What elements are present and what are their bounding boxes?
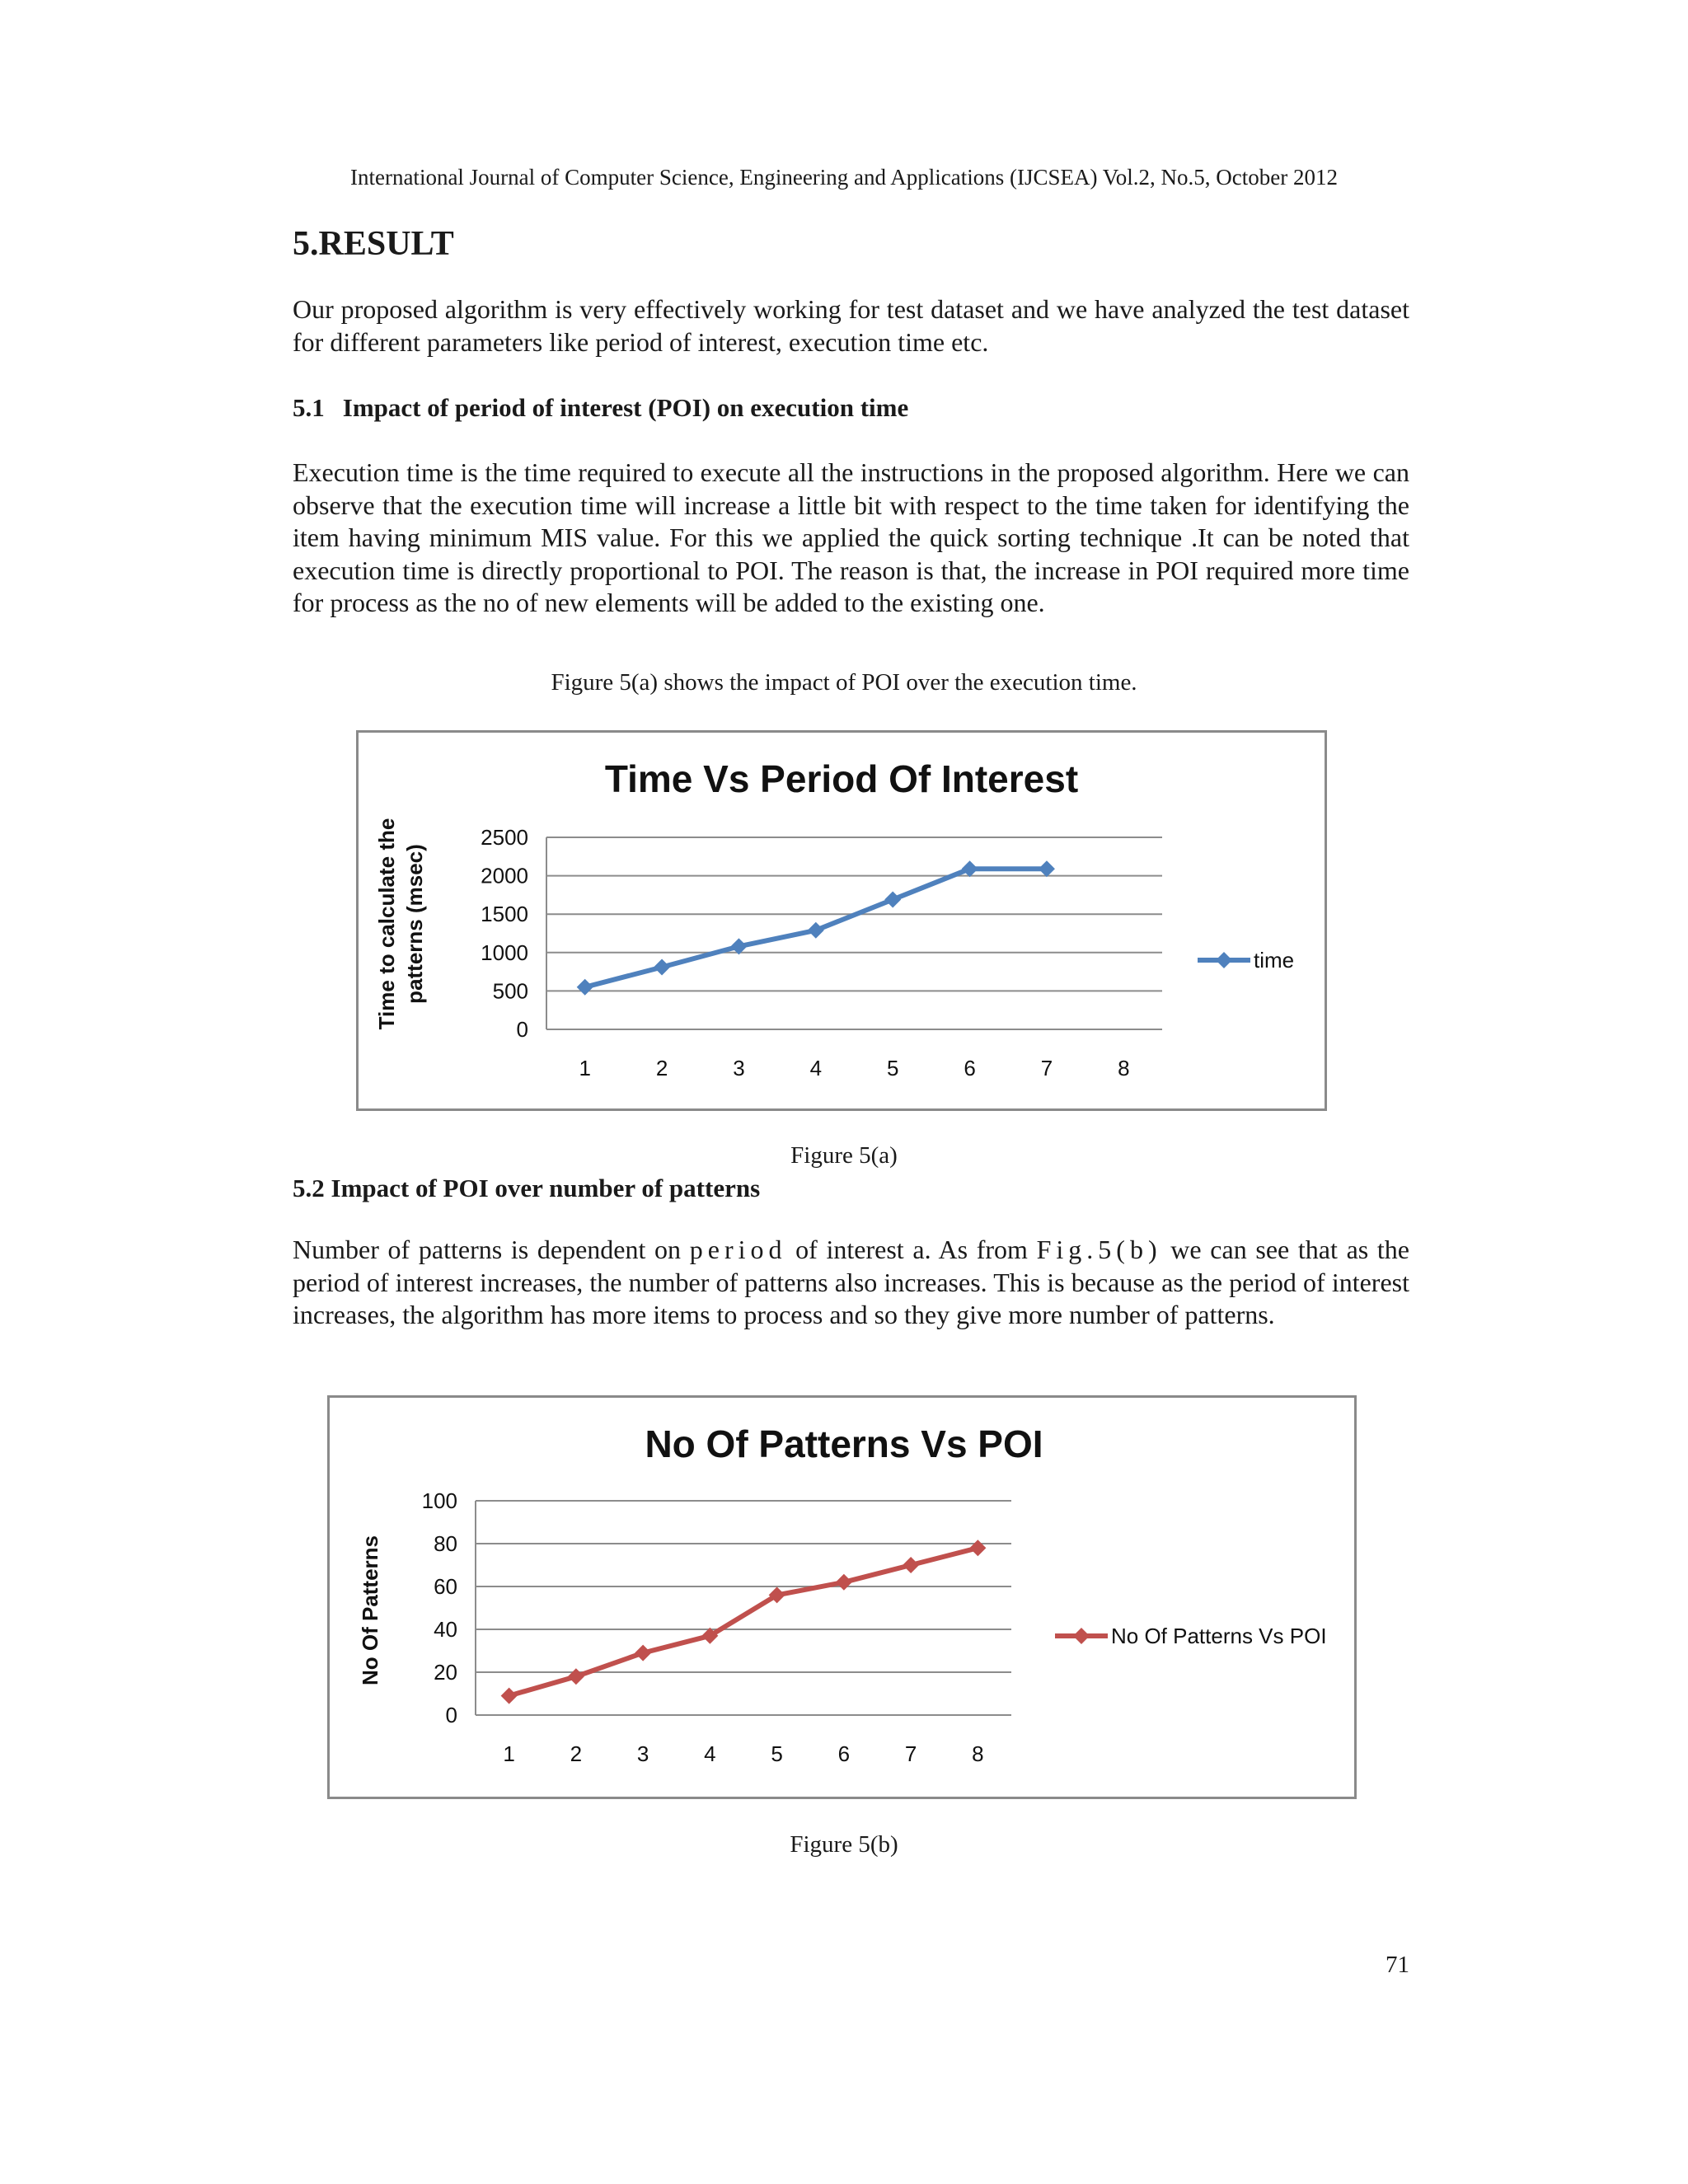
y-tick-label: 0 xyxy=(445,1703,457,1727)
legend-marker xyxy=(1073,1628,1090,1644)
x-tick-label: 2 xyxy=(655,1056,668,1080)
subsection-number: 5.1 xyxy=(293,393,325,422)
y-tick-label: 40 xyxy=(434,1617,457,1642)
x-tick-label: 3 xyxy=(636,1741,649,1766)
y-tick-label: 80 xyxy=(434,1531,457,1556)
y-tick-label: 60 xyxy=(434,1574,457,1599)
data-point xyxy=(884,891,901,907)
y-tick-label: 20 xyxy=(434,1660,457,1685)
legend-label: No Of Patterns Vs POI xyxy=(1111,1624,1327,1648)
data-point xyxy=(654,959,670,976)
data-point xyxy=(635,1645,651,1661)
data-point xyxy=(1039,860,1055,877)
x-tick-label: 5 xyxy=(886,1056,899,1080)
data-point xyxy=(501,1688,518,1704)
y-axis-title: Time to calculate the xyxy=(374,818,399,1030)
figure-intro-text: Figure 5(a) shows the impact of POI over the execution time. xyxy=(551,669,1137,696)
data-point xyxy=(969,1540,986,1556)
para2-period-word: period xyxy=(689,1235,787,1264)
x-tick-label: 4 xyxy=(809,1056,823,1080)
x-tick-label: 8 xyxy=(972,1741,984,1766)
x-tick-label: 1 xyxy=(579,1056,591,1080)
y-tick-label: 0 xyxy=(516,1017,528,1042)
data-point xyxy=(808,922,824,939)
x-tick-label: 6 xyxy=(964,1056,976,1080)
para2-fig-reference: Fig.5(b) xyxy=(1036,1235,1162,1264)
intro-paragraph: Our proposed algorithm is very effectively working for test dataset and we have analyzed the test dataset for different parameters like period of interest, execution time etc. xyxy=(293,294,1409,357)
x-tick-label: 5 xyxy=(771,1741,783,1766)
figure-5a-svg xyxy=(359,733,1325,1108)
para2-text-1: Number of patterns is dependent on xyxy=(293,1235,690,1264)
subsection-title: Impact of period of interest (POI) on execution time xyxy=(342,393,909,422)
journal-header: International Journal of Computer Science, Engineering and Applications (IJCSEA) Vol.2, No.5, October 2012 xyxy=(349,165,1339,190)
y-tick-label: 1000 xyxy=(481,940,528,965)
x-tick-label: 8 xyxy=(1118,1056,1130,1080)
data-point xyxy=(836,1574,852,1591)
data-point xyxy=(577,979,593,996)
y-tick-label: 2500 xyxy=(481,825,528,850)
legend-marker xyxy=(1216,952,1232,968)
y-tick-label: 500 xyxy=(492,978,528,1004)
subsection-5-1-heading xyxy=(293,393,908,423)
x-tick-label: 7 xyxy=(1040,1056,1053,1080)
figure-5a-caption: Figure 5(a) xyxy=(790,1142,898,1169)
x-tick-label: 6 xyxy=(837,1741,851,1766)
y-axis-title: No Of Patterns xyxy=(358,1535,382,1686)
chart-title: No Of Patterns Vs POI xyxy=(645,1422,1043,1465)
y-tick-label: 100 xyxy=(421,1488,457,1513)
figure-5a-chart xyxy=(356,730,1327,1111)
y-tick-label: 2000 xyxy=(481,863,528,888)
page-number: 71 xyxy=(1386,1952,1409,1978)
x-tick-label: 3 xyxy=(733,1056,745,1080)
y-tick-label: 1500 xyxy=(481,902,528,927)
execution-time-paragraph: Execution time is the time required to execute all the instructions in the proposed algorithm. Here we can observe that the execution time will increase a little bit with respect to the time taken for identifying the item having minimum MIS value. For this we applied the quick sorting technique .It can be noted that execution time is directly proportional to POI. The reason is that, the increase in POI required more time for process as the no of new elements will be added to the existing one. xyxy=(293,457,1409,617)
data-point xyxy=(568,1668,584,1685)
x-tick-label: 7 xyxy=(904,1741,917,1766)
data-point xyxy=(962,860,978,877)
subsection-5-2-heading: 5.2 Impact of POI over number of patterns xyxy=(293,1174,761,1202)
chart-title: Time Vs Period Of Interest xyxy=(604,757,1079,800)
y-axis-title: patterns (msec) xyxy=(402,844,427,1004)
figure-5b-svg xyxy=(330,1398,1354,1797)
legend-label: time xyxy=(1254,948,1295,972)
figure-5b-chart xyxy=(327,1395,1357,1799)
section-title: 5.RESULT xyxy=(293,225,454,263)
para2-text-3: of interest a. As from xyxy=(786,1235,1037,1264)
figure-5b-caption: Figure 5(b) xyxy=(790,1831,898,1858)
patterns-paragraph xyxy=(293,1234,1409,1332)
x-tick-label: 2 xyxy=(570,1741,583,1766)
data-point xyxy=(903,1557,919,1573)
para2-text-5: we can see that as the period of interest increases, the number of patterns also increases. This is because as the period of interest increases, the algorithm has more items to process and so they give more number of patterns. xyxy=(293,1235,1409,1329)
x-tick-label: 1 xyxy=(503,1741,515,1766)
x-tick-label: 4 xyxy=(704,1741,716,1766)
